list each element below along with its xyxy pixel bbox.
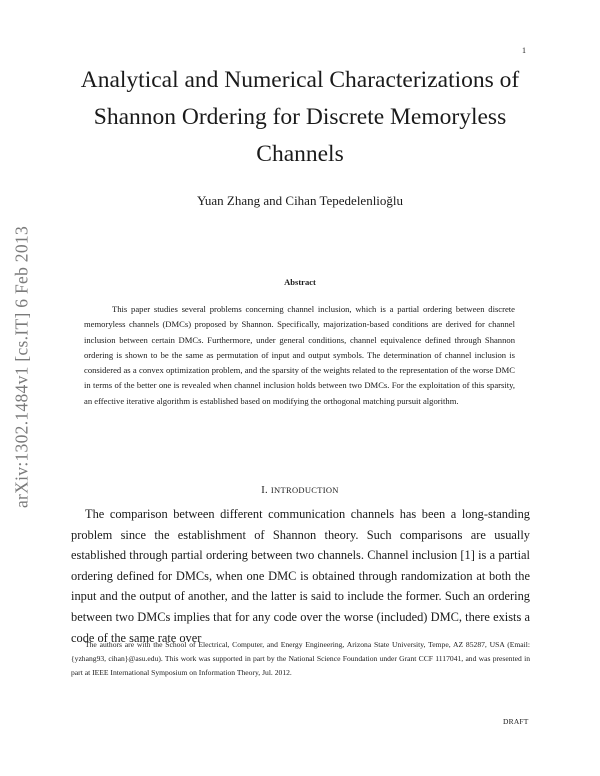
section-number: I. (261, 485, 268, 496)
abstract-body: This paper studies several problems concerning channel inclusion, which is a partial ordering between discrete memoryless channels (DMCs) proposed by Shannon. Specifically, majorization-based conditions are derived for channel inclusion between certain DMCs. Furthermore, under general conditions, channel equivalence defined through Shannon ordering is shown to be the same as permutation of input and output symbols. The determination of channel inclusion is considered as a convex optimization problem, and the sparsity of the weights related to the representation of the worse DMC in terms of the better one is revealed when channel inclusion holds between two DMCs. For the exploitation of this sparsity, an effective iterative algorithm is established based on modifying the orthogonal matching pursuit algorithm. (84, 304, 515, 406)
arxiv-stamp (6, 208, 38, 526)
arxiv-stamp-text: arXiv:1302.1484v1 [cs.IT] 6 Feb 2013 (11, 225, 32, 509)
author-footnote: The authors are with the School of Electrical, Computer, and Energy Engineering, Arizona State University, Tempe, AZ 85287, USA (Email: {yzhang93, cihan}@asu.edu). This work was supported in part by the National Science Foundation under Grant CCF 1117041, and was presented in part at IEEE International Symposium on Information Theory, Jul. 2012. (71, 640, 530, 677)
section-heading (60, 485, 540, 496)
abstract-heading: Abstract (284, 277, 316, 287)
paper-title: Analytical and Numerical Characterizations of Shannon Ordering for Discrete Memoryless Channels (80, 67, 520, 167)
section-title: INTRODUCTION (270, 485, 339, 495)
paper-authors: Yuan Zhang and Cihan Tepedelenlioğlu (196, 193, 404, 208)
introduction-body: The comparison between different communication channels has been a long-standing problem since the establishment of Shannon theory. Such comparisons are usually established through partial ordering between two channels. Channel inclusion [1] is a partial ordering defined for DMCs, when one DMC is obtained through randomization at both the input and the output of another, and the latter is said to include the former. Such an ordering between two DMCs implies that for any code over the worse (included) DMC, there exists a code of the same rate over (71, 507, 530, 645)
page-number: 1 (522, 46, 526, 55)
draft-label: DRAFT (503, 717, 529, 726)
